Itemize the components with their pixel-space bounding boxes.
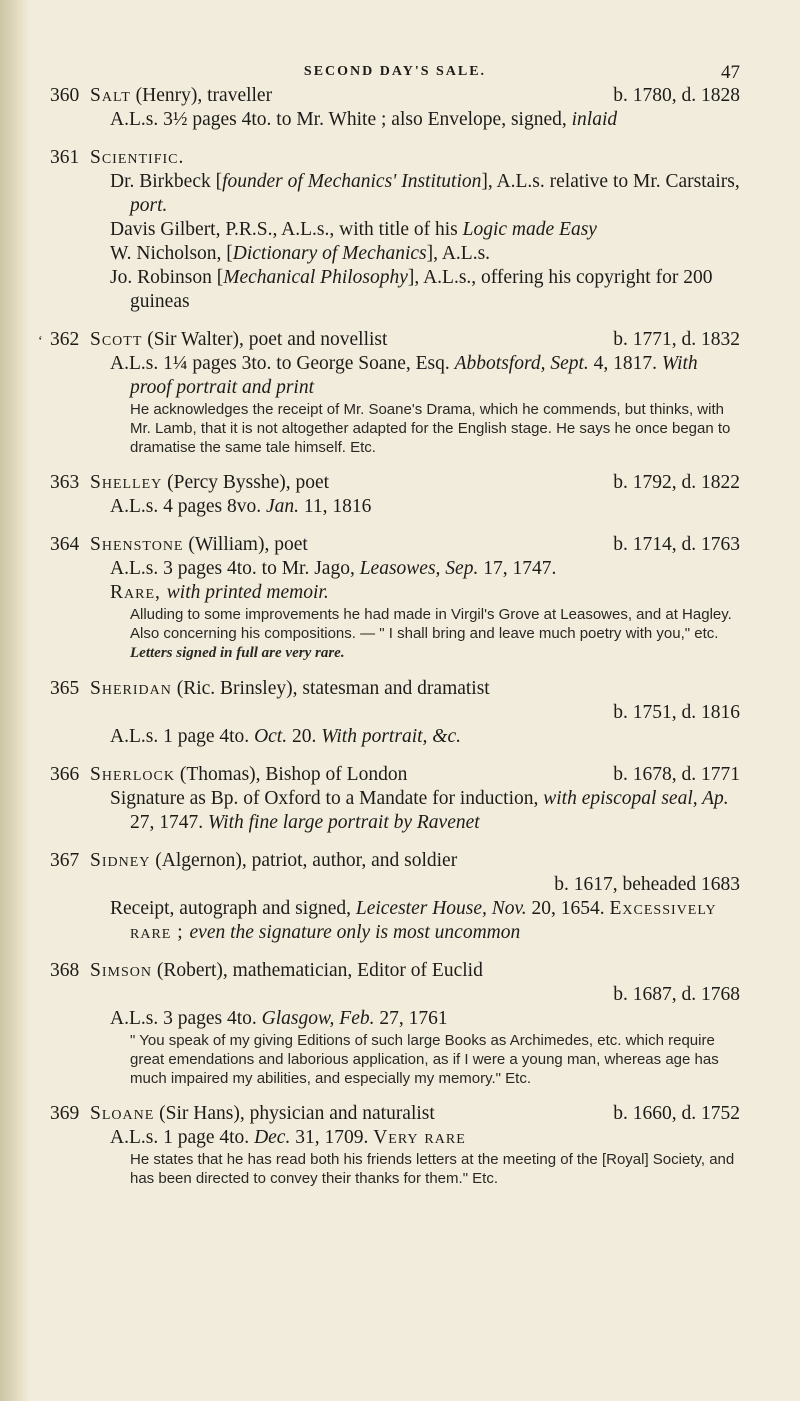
lot-entry xyxy=(50,471,740,519)
lot-number: 368 xyxy=(50,960,80,981)
running-title: SECOND DAY'S SALE. xyxy=(303,64,487,79)
page-header xyxy=(50,40,740,84)
lot-text: A.L.s. 3½ pages 4to. to Mr. White ; also Envelope, signed, xyxy=(110,109,567,130)
lot-number: 363 xyxy=(50,472,80,493)
lot-heading xyxy=(90,959,740,983)
page-number: 47 xyxy=(721,62,740,83)
lot-entry xyxy=(50,677,740,749)
lot-heading xyxy=(90,328,740,352)
lot-entry xyxy=(50,959,740,1088)
lot-heading xyxy=(90,849,740,873)
lot-body xyxy=(90,108,740,132)
lot-number: 365 xyxy=(50,678,80,699)
lot-entry xyxy=(50,1102,740,1188)
lot-body: A.L.s. 4 pages 8vo. Jan. 11, 1816 xyxy=(110,496,372,517)
lot-heading xyxy=(90,763,740,787)
lot-heading xyxy=(90,146,740,170)
lot-dates: b. 1780, d. 1828 xyxy=(613,85,740,106)
lot-name: Scientific. xyxy=(90,147,185,168)
lot-name: Sherlock xyxy=(90,764,175,785)
sub-item: Jo. Robinson [Mechanical Philosophy], A.L.s., offering his copyright for 200 guineas xyxy=(110,267,713,312)
lot-description: (Sir Walter), poet and novellist xyxy=(142,329,388,350)
lot-description: (Percy Bysshe), poet xyxy=(162,472,330,493)
lot-heading xyxy=(90,84,740,108)
lot-name: Scott xyxy=(90,329,143,350)
lot-body: A.L.s. 1¼ pages 3to. to George Soane, Esq. Abbotsford, Sept. 4, 1817. With proof portrait and print He acknowledges the receipt of Mr. Soane's Drama, which he commends, but thinks, with Mr. Lamb, that it is not altogether adapted for the English stage. He says he once began to dramatise the same tale himself. Etc. xyxy=(90,352,740,457)
lot-heading xyxy=(90,677,740,701)
lot-description: (Robert), mathematician, Editor of Euclid xyxy=(151,960,483,981)
lot-body: A.L.s. 1 page 4to. Oct. 20. With portrait, &c. xyxy=(110,726,461,747)
sub-item: Davis Gilbert, P.R.S., A.L.s., with title of his Logic made Easy xyxy=(110,219,597,240)
lot-body: A.L.s. 1 page 4to. Dec. 31, 1709. Very rare He states that he has read both his friends letters at the meeting of the [Royal] Society, and has been directed to convey their thanks for them." Etc. xyxy=(90,1126,740,1188)
lot-number: 361 xyxy=(50,147,80,168)
lot-number: 369 xyxy=(50,1103,80,1124)
lot-name: Shelley xyxy=(90,472,163,493)
lot-number: 364 xyxy=(50,534,80,555)
lot-description: (Henry), traveller xyxy=(130,85,273,106)
lot-body: A.L.s. 3 pages 4to. Glasgow, Feb. 27, 1761 " You speak of my giving Editions of such large Books as Archimedes, etc. which require great emendations and laborious application, as if I were a young man, whereas age has much impaired my abilities, and especially my memory." Etc. xyxy=(90,1007,740,1088)
page-edge-shadow xyxy=(0,0,30,1401)
lot-dates: b. 1660, d. 1752 xyxy=(613,1103,740,1124)
lot-dates: b. 1771, d. 1832 xyxy=(613,329,740,350)
lot-number: 360 xyxy=(50,85,80,106)
lot-body: A.L.s. 3 pages 4to. to Mr. Jago, Leasowes, Sep. 17, 1747. Rare, with printed memoir. Alluding to some improvements he had made in Virgil's Grove at Leasowes, and at Hagley. Also concerning his compositions. — " I shall bring and leave much poetry with you," etc. Letters signed in full are very rare. xyxy=(90,557,740,663)
lot-entry xyxy=(50,84,740,132)
lot-heading xyxy=(90,533,740,557)
lot-heading xyxy=(90,1102,740,1126)
lot-description: (Thomas), Bishop of London xyxy=(174,764,408,785)
lot-note: " You speak of my giving Editions of such large Books as Archimedes, etc. which require great emendations and laborious application, as if I were a young man, whereas age has much impaired my abilities, and especially my memory." Etc. xyxy=(130,1032,719,1087)
lot-name: Sheridan xyxy=(90,678,172,699)
lot-number: 366 xyxy=(50,764,80,785)
lot-dates: b. 1792, d. 1822 xyxy=(613,472,740,493)
lot-entry xyxy=(38,328,740,457)
lot-dates: b. 1687, d. 1768 xyxy=(613,984,740,1005)
lot-note: He states that he has read both his friends letters at the meeting of the [Royal] Society, and has been directed to convey their thanks for them." Etc. xyxy=(130,1151,735,1187)
lot-note: He acknowledges the receipt of Mr. Soane's Drama, which he commends, but thinks, with Mr. Lamb, that it is not altogether adapted for the English stage. He says he once began to dramatise the same tale himself. Etc. xyxy=(130,401,731,456)
lot-number: 362 xyxy=(50,329,80,350)
lot-note: Alluding to some improvements he had made in Virgil's Grove at Leasowes, and at Hagley. Also concerning his compositions. — " I shall bring and leave much poetry with you," etc. Letters signed in full are very rare. xyxy=(130,606,732,661)
lot-heading xyxy=(90,471,740,495)
lot-name: Sloane xyxy=(90,1103,155,1124)
sub-item: Dr. Birkbeck [founder of Mechanics' Institution], A.L.s. relative to Mr. Carstairs, port. xyxy=(110,171,740,216)
lot-body: Receipt, autograph and signed, Leicester House, Nov. 20, 1654. Excessively rare ; even the signature only is most uncommon xyxy=(110,898,717,943)
lot-entry xyxy=(50,849,740,945)
lot-name: Sidney xyxy=(90,850,151,871)
lot-description: (Algernon), patriot, author, and soldier xyxy=(150,850,458,871)
lot-dates: b. 1617, beheaded 1683 xyxy=(554,874,740,895)
lot-dates: b. 1678, d. 1771 xyxy=(613,764,740,785)
lot-dates: b. 1714, d. 1763 xyxy=(613,534,740,555)
pencil-tick-mark: ‘ xyxy=(38,334,43,349)
lot-text-italic: inlaid xyxy=(571,109,618,130)
lot-dates: b. 1751, d. 1816 xyxy=(613,702,740,723)
lot-name: Simson xyxy=(90,960,152,981)
lot-description: (William), poet xyxy=(183,534,308,555)
lot-number: 367 xyxy=(50,850,80,871)
sub-item: W. Nicholson, [Dictionary of Mechanics], A.L.s. xyxy=(110,243,491,264)
lot-entry xyxy=(50,763,740,835)
lot-description: (Sir Hans), physician and naturalist xyxy=(154,1103,435,1124)
lot-entry xyxy=(50,146,740,314)
lot-body: Signature as Bp. of Oxford to a Mandate for induction, with episcopal seal, Ap. 27, 1747. With fine large portrait by Ravenet xyxy=(110,788,729,833)
lot-description: (Ric. Brinsley), statesman and dramatist xyxy=(171,678,490,699)
lot-name: Salt xyxy=(90,85,131,106)
lot-entry xyxy=(50,533,740,663)
lot-name: Shenstone xyxy=(90,534,184,555)
lot-body xyxy=(90,170,740,314)
